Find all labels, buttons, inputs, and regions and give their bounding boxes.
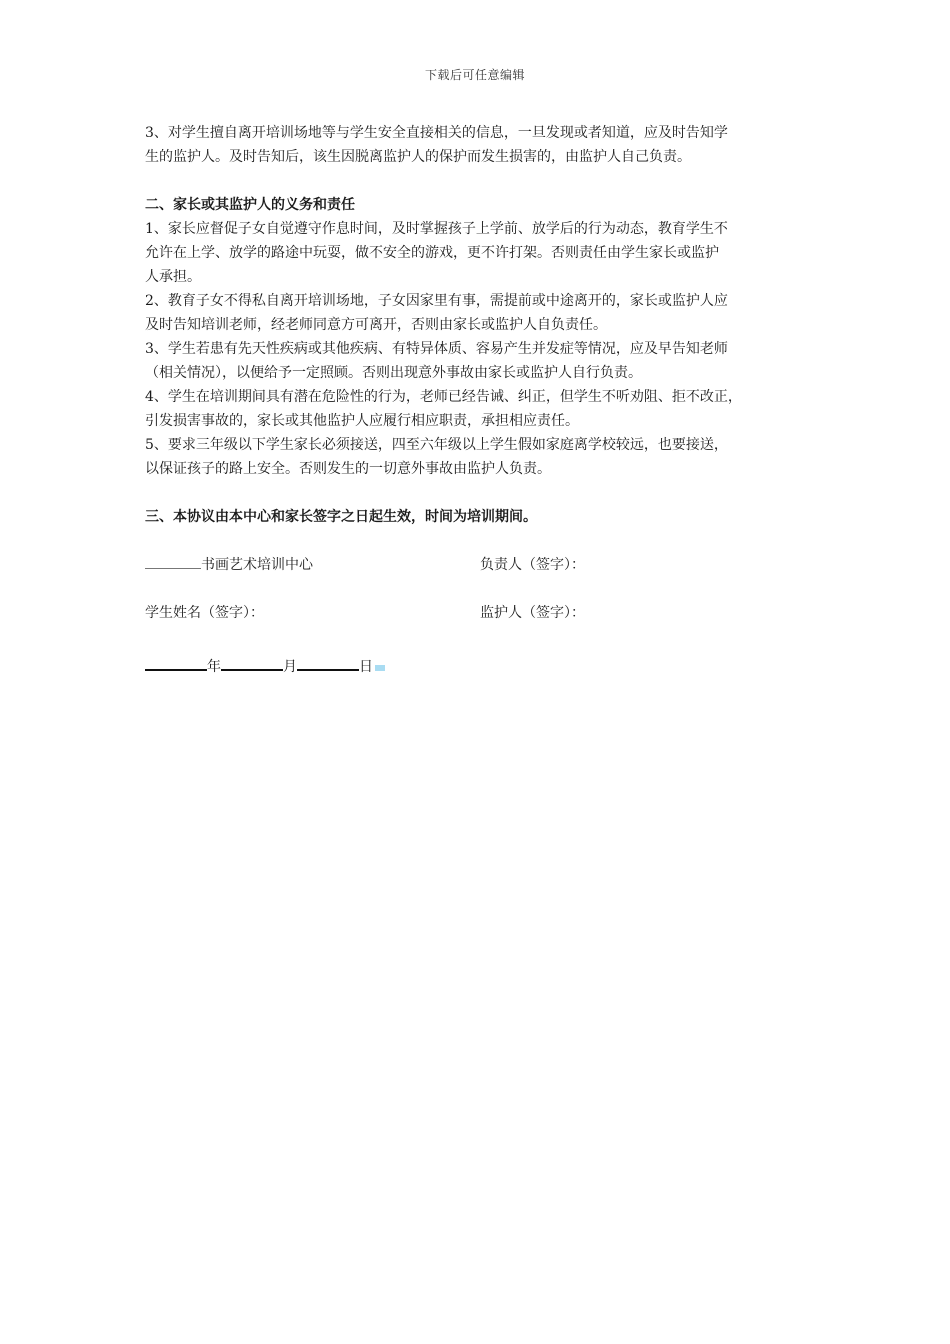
section2-item1-line1: 1、家长应督促子女自觉遵守作息时间，及时掌握孩子上学前、放学后的行为动态，教育学生不: [145, 221, 728, 237]
guardian-label: 监护人（签字）：: [480, 605, 585, 621]
responsible-person-label: 负责人（签字）：: [480, 557, 585, 573]
date-row: [145, 655, 820, 679]
page-header-note: 下载后可任意编辑: [424, 68, 525, 82]
section2-item2-line2: 及时告知培训老师，经老师同意方可离开，否则由家长或监护人自负责任。: [145, 317, 607, 333]
day-blank[interactable]: [297, 655, 359, 671]
section2-item2-line1: 2、教育子女不得私自离开培训场地，子女因家里有事，需提前或中途离开的，家长或监护人应: [145, 293, 728, 309]
student-name-label: 学生姓名（签字）：: [145, 605, 264, 621]
section2-item3-line1: 3、学生若患有先天性疾病或其他疾病、有特异体质、容易产生并发症等情况，应及早告知老师: [145, 341, 728, 357]
center-name-blank[interactable]: [145, 554, 201, 569]
section2-item1-line3: 人承担。: [145, 269, 201, 285]
year-label: 年: [207, 659, 221, 675]
section1-item3-line1: 3、对学生擅自离开培训场地等与学生安全直接相关的信息，一旦发现或者知道，应及时告知学: [145, 125, 728, 141]
signature-row-student: [145, 601, 820, 625]
section3-heading: 三、本协议由本中心和家长签字之日起生效，时间为培训期间。: [145, 509, 537, 525]
section2-item4-line1: 4、学生在培训期间具有潜在危险性的行为，老师已经告诫、纠正，但学生不听劝阻、拒不改正，: [145, 389, 742, 405]
section1-item3-line2: 生的监护人。及时告知后，该生因脱离监护人的保护而发生损害的，由监护人自己负责。: [145, 149, 691, 165]
center-signature: [145, 553, 480, 577]
section2-heading: 二、家长或其监护人的义务和责任: [145, 197, 355, 213]
section2-item3-line2: （相关情况），以便给予一定照顾。否则出现意外事故由家长或监护人自行负责。: [145, 365, 642, 381]
day-label: 日: [359, 659, 373, 675]
center-name-label: 书画艺术培训中心: [201, 557, 313, 573]
text-cursor-mark: [375, 665, 385, 671]
document-body: [145, 121, 820, 679]
section2-item4-line2: 引发损害事故的，家长或其他监护人应履行相应职责，承担相应责任。: [145, 413, 579, 429]
year-blank[interactable]: [145, 655, 207, 671]
month-blank[interactable]: [221, 655, 283, 671]
section2-item5-line1: 5、要求三年级以下学生家长必须接送，四至六年级以上学生假如家庭离学校较远，也要接送，: [145, 437, 728, 453]
section2-item1-line2: 允许在上学、放学的路途中玩耍，做不安全的游戏，更不许打架。否则责任由学生家长或监护: [145, 245, 719, 261]
section2-item5-line2: 以保证孩子的路上安全。否则发生的一切意外事故由监护人负责。: [145, 461, 551, 477]
signature-row-center: [145, 553, 820, 577]
month-label: 月: [283, 659, 297, 675]
